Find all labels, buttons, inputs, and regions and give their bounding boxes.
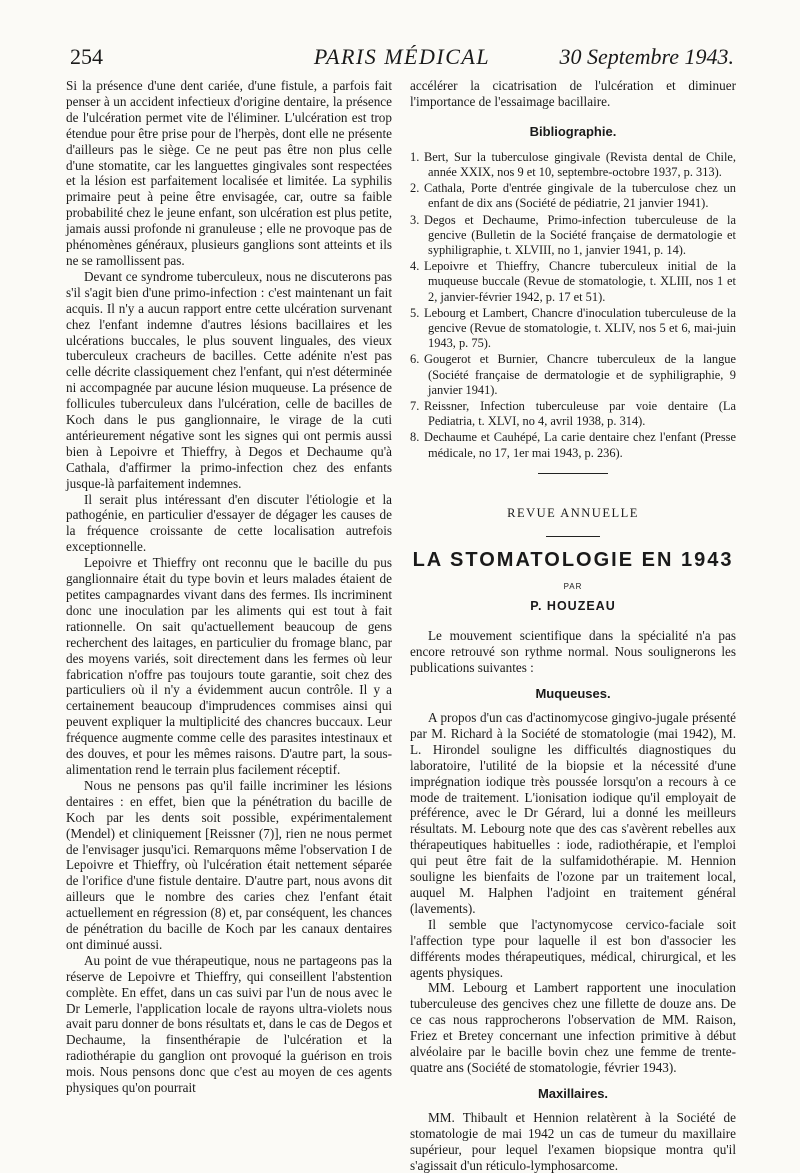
bibliography-heading: Bibliographie. (529, 123, 617, 139)
divider (538, 473, 608, 474)
paragraph: Nous ne pensons pas qu'il faille incriminer les lésions dentaires : en effet, bien que la pénétration du bacille de Koch par les dents soit possible, expérimentalement (Mendel) et cliniquement [Reissner (7)], rien ne nous permet de l'envisager jusqu'ici. Remarquons même l'observation I de Lepoivre et Thieffry, où l'ulcération était nettement séparée de l'orifice d'une fistule dentaire. D'autre part, nous avons dit ailleurs que le nombre des caries chez l'enfant était actuellement en régression (8) et, par conséquent, les chances de pénétration du bacille de Koch par les canaux dentaires ont diminué aussi. (66, 777, 392, 952)
section-heading: Maxillaires. (537, 1085, 609, 1101)
article-title: LA STOMATOLOGIE EN 1943 (412, 548, 734, 571)
bibliography-entry: 2. Cathala, Porte d'entrée gingivale de la tuberculose chez un enfant de dix ans (Société de pédiatrie, 21 janvier 1941). (410, 181, 736, 211)
paragraph: Si la présence d'une dent cariée, d'une fistule, a parfois fait penser à un accident infectieux d'origine dentaire, la présence de l'ulcération permet vite de l'éliminer. L'ulcération est trop étendue pour être prise pour de l'herpès, dont elle ne présente d'ailleurs pas le siège. Ce ne peut pas être non plus celle d'une stomatite, car les languettes gingivales sont respectées et la lésion est parfaitement localisée et limitée. La syphilis primaire peut à peine être envisagée, car, outre sa faible probabilité chez le jeune enfant, son ulcération est plus petite, jamais aussi profonde ni granuleuse ; elle ne provoque pas de phénomènes généraux, plusieurs ganglions sont atteints et ils ne se ramollissent pas. (66, 78, 392, 268)
section-label: REVUE ANNUELLE (507, 505, 639, 520)
bibliography-entry: 8. Dechaume et Cauhépé, La carie dentaire chez l'enfant (Presse médicale, no 17, 1er mai 1943, p. 236). (410, 430, 736, 460)
article-author: P. HOUZEAU (530, 598, 616, 613)
paragraph: A propos d'un cas d'actinomycose gingivo-jugale présenté par M. Richard à la Société de stomatologie (mai 1942), M. L. Hirondel souligne les difficultés diagnostiques du laboratoire, l'utilité de la biopsie et la nécessité d'une imprégnation iodique très poussée lorsqu'on a recours à ce mode de traitement. L'ionisation iodique qu'il employait de préférence, avec le Dr Gérard, lui a donné les meilleurs résultats. M. Lebourg note que des cas s'avèrent rebelles aux thérapeutiques habituelles : iode, radiothérapie, et l'emploi qui peut être fait de la sulfamidothérapie. M. Hennion souligne les bienfaits de l'ozone par un traitement local, auquel M. Halphen l'adjoint en traitement général (lavements). (410, 710, 736, 916)
bibliography-entry: 3. Degos et Dechaume, Primo-infection tuberculeuse de la gencive (Bulletin de la Société française de dermatologie et syphiligraphie, t. XLVIII, no 1, janvier 1941, p. 14). (410, 212, 736, 257)
paragraph: MM. Lebourg et Lambert rapportent une inoculation tuberculeuse des gencives chez une fillette de douze ans. De ce cas nous rapprocherons l'observation de MM. Raison, Friez et Bretey concernant une infection primitive à début alvéolaire par le bacille bovin chez une femme de trente-quatre ans (Société de stomatologie, février 1943). (410, 980, 736, 1075)
paragraph: Lepoivre et Thieffry ont reconnu que le bacille du pus ganglionnaire était du type bovin et leurs malades étaient de petites campagnardes vivant dans des fermes. Ils incriminent donc une inoculation par les aliments qui est tout à fait rationnelle. On sait qu'actuellement beaucoup de gens recherchent des laitages, en particulier du fromage blanc, par des moyens variés, soit directement dans les fermes où leur fabrication n'offre pas toujours toute garantie, soit chez des particuliers où il n'y a évidemment aucun contrôle. Il y a certainement beaucoup d'imprudences commises ainsi qui peuvent expliquer la multiplicité des chancres buccaux. Leur fréquence augmente comme celle des parasites intestinaux et des douves, et pour les mêmes raisons. D'autre part, la sous-alimentation rend le terrain plus facilement réceptif. (66, 555, 392, 777)
bibliography-entry: 1. Bert, Sur la tuberculose gingivale (Revista dental de Chile, année XXIX, nos 9 et 10, septembre-octobre 1937, p. 313). (410, 149, 736, 179)
paragraph: Au point de vue thérapeutique, nous ne partageons pas la réserve de Lepoivre et Thieffry, qui conseillent l'abstention complète. En effet, dans un cas suivi par l'un de nous avec le Dr Lemerle, l'application locale de rayons ultra-violets nous avait paru donner de bons résultats et, dans le cas de Degos et Dechaume, la finsenthérapie de l'ulcération et la radiothérapie du ganglion ont provoqué la guérison en trois mois. Nous pensons donc que c'est au moyen de ces agents physiques qu'on pourrait (66, 952, 392, 1096)
divider (546, 536, 600, 537)
paragraph: MM. Thibault et Hennion relatèrent à la Société de stomatologie de mai 1942 un cas de tumeur du maxillaire supérieur, pour lequel l'examen biopsique montra qu'il s'agissait d'un réticulo-lymphosarcome. (410, 1109, 736, 1173)
paragraph: Le mouvement scientifique dans la spécialité n'a pas encore retrouvé son rythme normal. Nous soulignerons les publications suivantes : (410, 628, 736, 676)
paragraph: Il semble que l'actynomycose cervico-faciale soit l'affection type pour laquelle il est bon d'associer les différents modes thérapeutiques, médical, chirurgical, et les agents physiques. (410, 916, 736, 980)
bibliography-list (410, 150, 736, 461)
left-column (66, 78, 392, 1096)
bibliography-entry: 6. Gougerot et Burnier, Chancre tuberculeux de la langue (Société française de dermatologie et de syphiligraphie, 9 janvier 1941). (410, 352, 736, 397)
bibliography-entry: 7. Reissner, Infection tuberculeuse par voie dentaire (La Pediatria, t. XLVI, no 4, avril 1938, p. 314). (410, 398, 736, 429)
page-number: 254 (70, 44, 103, 69)
paragraph: accélérer la cicatrisation de l'ulcération et diminuer l'importance de l'essaimage bacillaire. (410, 78, 736, 109)
journal-title: PARIS MÉDICAL (313, 44, 491, 69)
bibliography-entry: 5. Lebourg et Lambert, Chancre d'inoculation tuberculeuse de la gencive (Revue de stomatologie, t. XLIV, nos 5 et 6, mai-juin 1943, p. 75). (410, 305, 736, 351)
bibliography-entry: 4. Lepoivre et Thieffry, Chancre tuberculeux initial de la muqueuse buccale (Revue de stomatologie, t. XLIII, nos 1 et 2, janvier-février 1942, p. 17 et 51). (410, 259, 736, 304)
issue-date: 30 Septembre 1943. (559, 44, 734, 69)
right-column (410, 78, 736, 1173)
byline-par: PAR (563, 581, 583, 591)
paragraph: Il serait plus intéressant d'en discuter l'étiologie et la pathogénie, en particulier d'essayer de dégager les causes de la fréquence croissante de cette localisation autrefois exceptionnelle. (66, 491, 392, 555)
paragraph: Devant ce syndrome tuberculeux, nous ne discuterons pas s'il s'agit bien d'une primo-infection : c'est maintenant un fait acquis. Il n'y a aucun rapport entre cette ulcération survenant chez l'enfant indemne d'autres lésions bacillaires et les ulcérations buccales, le plus souvent linguales, des vieux tuberculeux cracheurs de bacilles. Cette adénite n'est pas celle décrite classiquement chez l'enfant, qui n'est déterminée ni accompagnée par aucune lésion muqueuse. La présence de follicules tuberculeux dans l'ulcération, celle de bacilles de Koch dans le pus ganglionnaire, le virage de la cuti antérieurement négative sont les signes qui ont permis aussi bien à Lepoivre et Thieffry, à Degos et Dechaume qu'à Cathala, d'affirmer la primo-infection chez des enfants jusque-là parfaitement indemnes. (66, 268, 392, 491)
running-header (70, 44, 734, 76)
section-heading: Muqueuses. (535, 686, 611, 702)
